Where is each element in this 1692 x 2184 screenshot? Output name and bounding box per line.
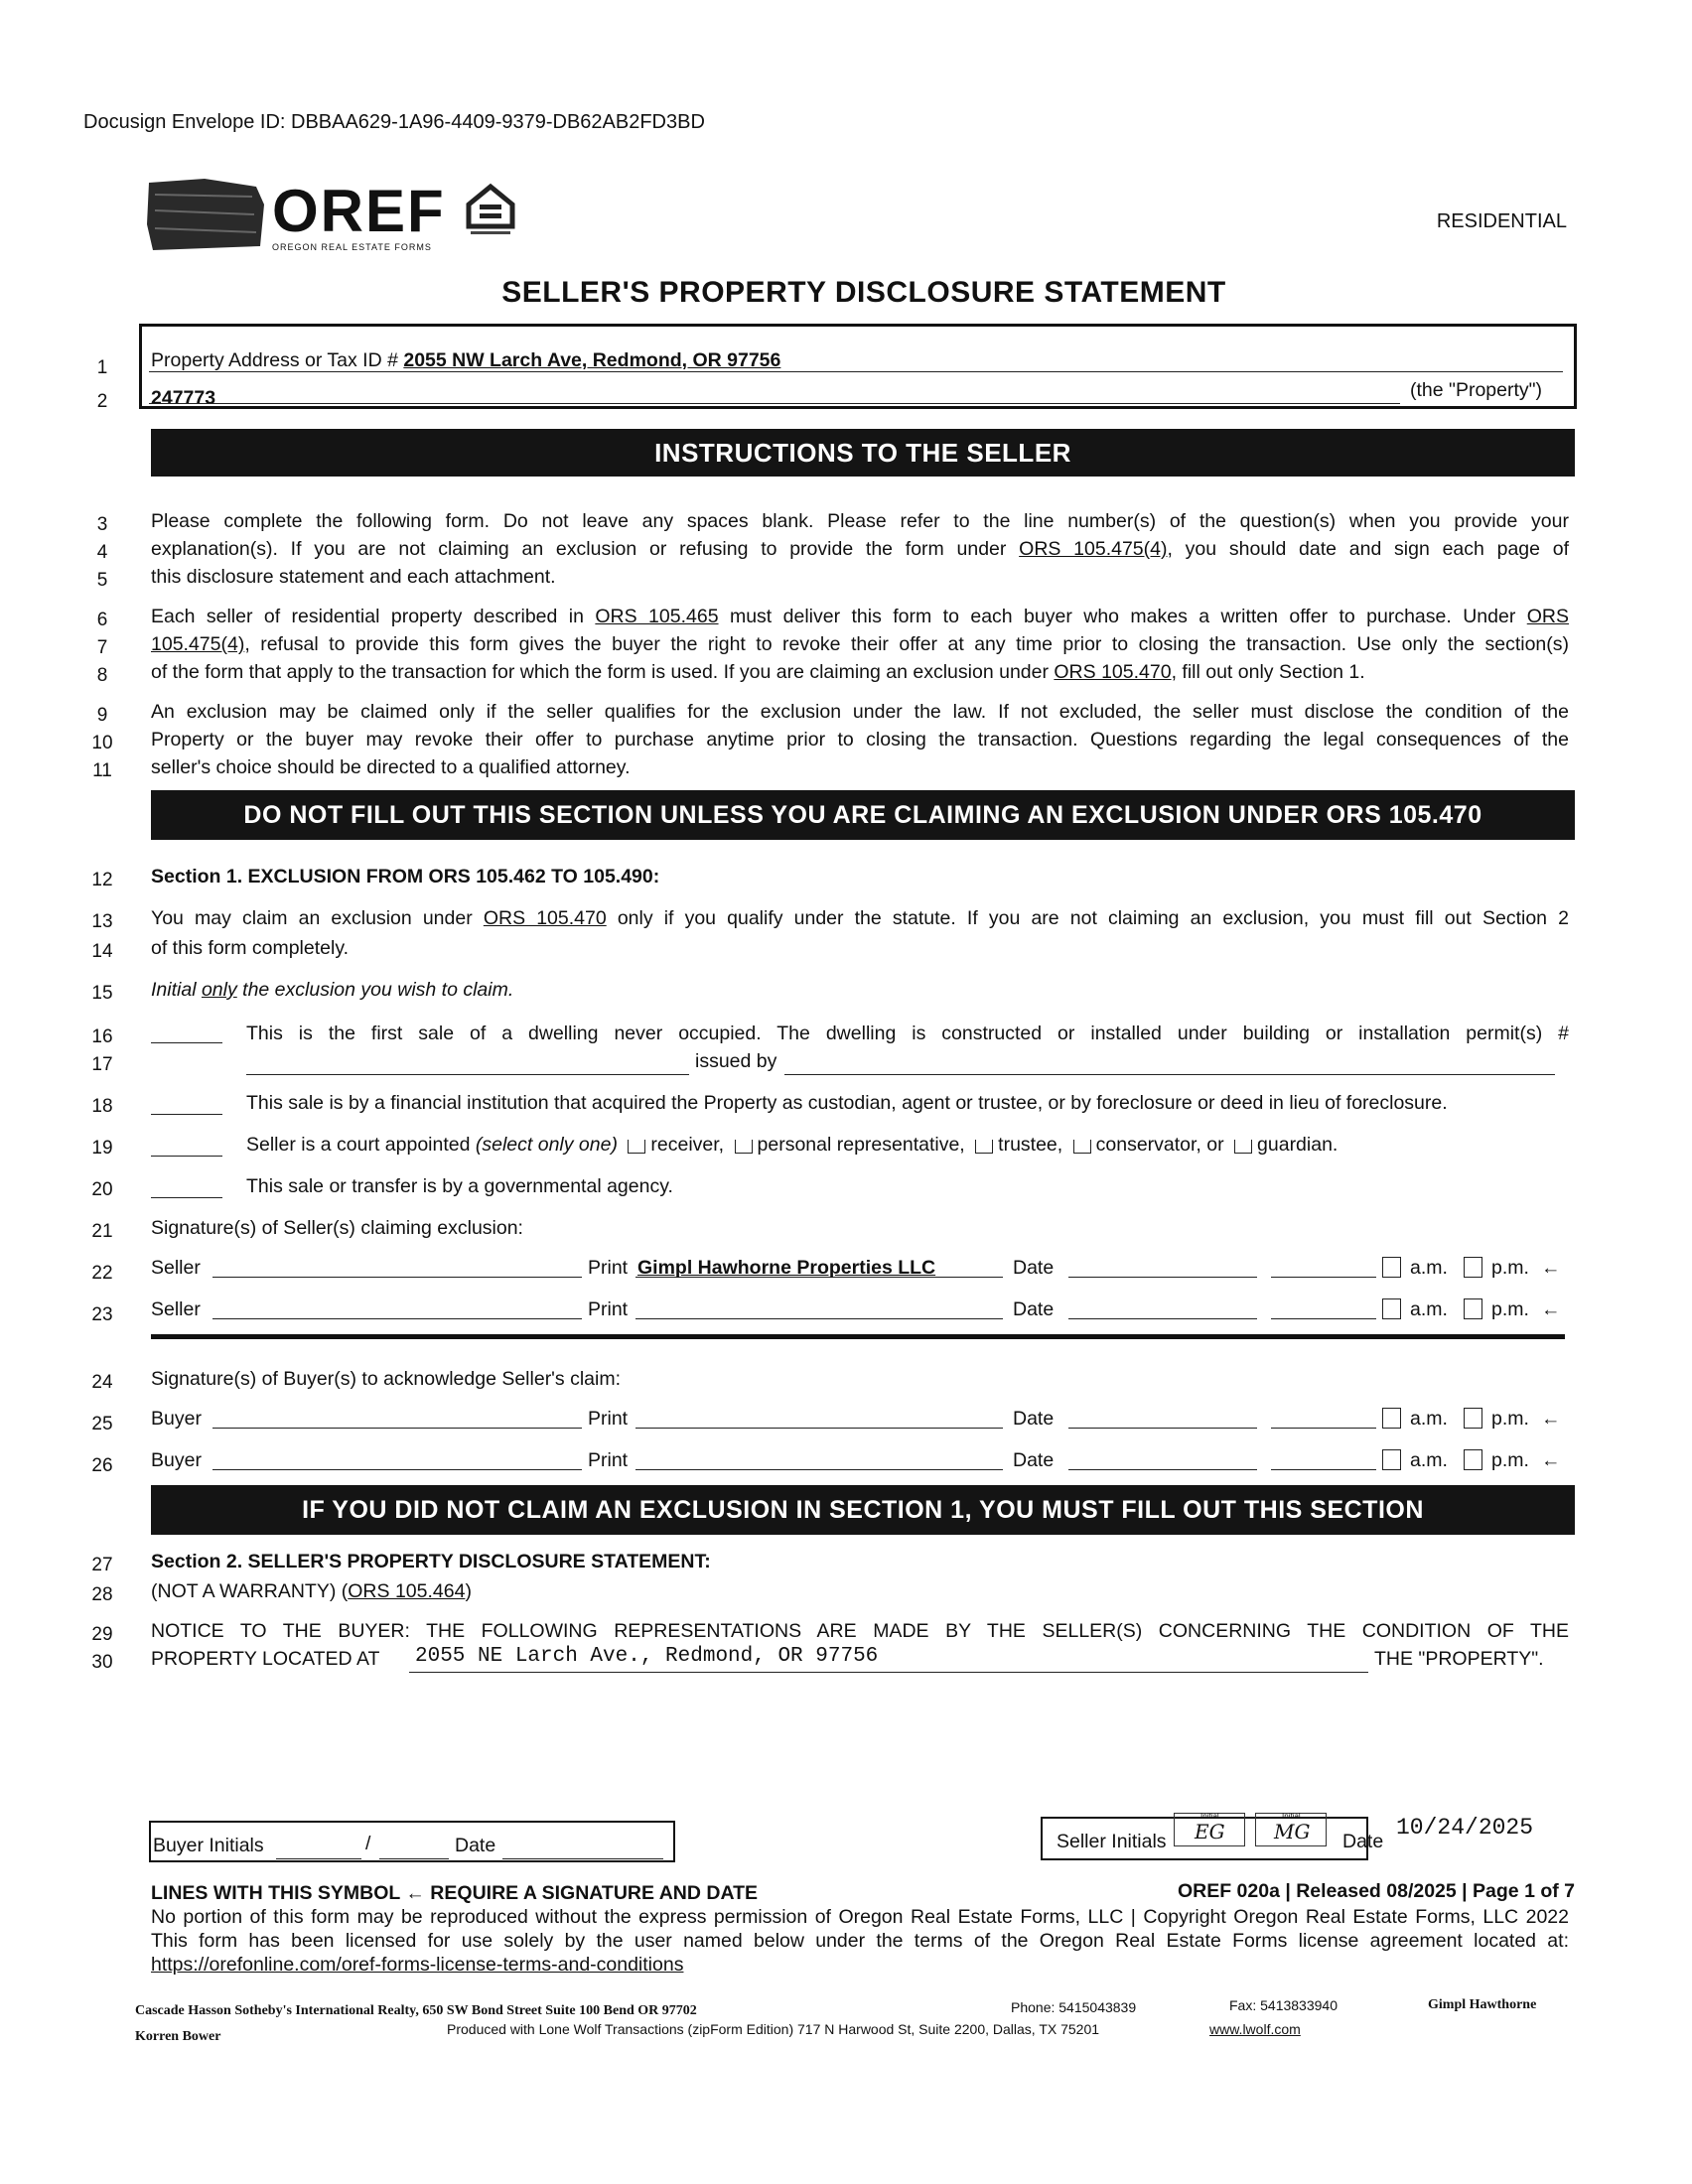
exclusion-court-appointed: Seller is a court appointed (select only one) receiver, personal representative, trustee, conservator, or guardian.	[246, 1134, 1339, 1156]
oref-logo	[145, 175, 522, 258]
section1-line: Initial only the exclusion you wish to claim.	[151, 979, 514, 1001]
ors-link[interactable]: ORS	[1526, 606, 1569, 627]
instruction-line: explanation(s). If you are not claiming an exclusion or refusing to provide the form under ORS 105.475(4), you should date and sign each page of	[151, 538, 1569, 560]
line-number: 23	[91, 1304, 113, 1325]
page-title: SELLER'S PROPERTY DISCLOSURE STATEMENT	[501, 276, 1226, 309]
line-number: 5	[96, 570, 108, 591]
line-number: 3	[96, 514, 108, 535]
seller-signature-field[interactable]	[212, 1298, 582, 1319]
section2-line: (NOT A WARRANTY) (ORS 105.464)	[151, 1580, 472, 1602]
envelope-id: Docusign Envelope ID: DBBAA629-1A96-4409-9379-DB62AB2FD3BD	[83, 111, 705, 133]
pm-checkbox[interactable]	[1464, 1408, 1482, 1429]
divider	[151, 1334, 1565, 1339]
instruction-line: 105.475(4), refusal to provide this form gives the buyer the right to revoke their offer at any time prior to closing the transaction. Use only the section(s)	[151, 633, 1569, 655]
form-type: RESIDENTIAL	[1436, 210, 1567, 232]
section1-bar: DO NOT FILL OUT THIS SECTION UNLESS YOU ARE CLAIMING AN EXCLUSION UNDER ORS 105.470	[151, 790, 1575, 840]
conservator-checkbox[interactable]	[1073, 1140, 1091, 1154]
seller-initials-date: 10/24/2025	[1396, 1815, 1534, 1841]
line-number: 16	[91, 1026, 113, 1047]
seller-print-value: Gimpl Hawhorne Properties LLC	[637, 1257, 936, 1279]
line-number: 28	[91, 1584, 113, 1605]
section1-heading: Section 1. EXCLUSION FROM ORS 105.462 TO 105.490:	[151, 866, 660, 887]
pm-checkbox[interactable]	[1464, 1257, 1482, 1278]
line-number: 21	[91, 1221, 113, 1242]
trustee-checkbox[interactable]	[975, 1140, 993, 1154]
ors-link[interactable]: ORS 105.464	[348, 1580, 466, 1602]
line-number: 24	[91, 1372, 113, 1393]
instruction-line: An exclusion may be claimed only if the seller qualifies for the exclusion under the law. If not excluded, the seller must disclose the condition of the	[151, 701, 1569, 723]
buyer-signature-field[interactable]	[212, 1408, 582, 1429]
logo-text: OREF	[272, 178, 446, 244]
exclusion-new-dwelling: This is the first sale of a dwelling never occupied. The dwelling is constructed or installed under building or installation permit(s) #	[246, 1023, 1569, 1044]
seller-time-field[interactable]	[1271, 1257, 1376, 1278]
seller-initial-2[interactable]: Initial MG	[1255, 1813, 1327, 1846]
exclusion-financial-institution: This sale is by a financial institution that acquired the Property as custodian, agent or trustee, or by foreclosure or deed in lieu of foreclosure.	[246, 1092, 1448, 1114]
instruction-line: Property or the buyer may revoke their offer to purchase anytime prior to closing the transaction. Questions regarding the legal consequences of the	[151, 729, 1569, 751]
am-checkbox[interactable]	[1382, 1408, 1401, 1429]
guardian-checkbox[interactable]	[1234, 1140, 1252, 1154]
property-located-value: 2055 NE Larch Ave., Redmond, OR 97756	[415, 1645, 879, 1668]
line-number: 10	[91, 733, 113, 753]
buyer-initials-date[interactable]	[502, 1839, 663, 1859]
seller-initials-label: Seller Initials	[1057, 1831, 1167, 1852]
property-address[interactable]: 2055 NW Larch Ave, Redmond, OR 97756	[403, 349, 781, 371]
seller-date-field[interactable]	[1068, 1298, 1257, 1319]
line-number: 25	[91, 1414, 113, 1434]
line-number: 11	[92, 760, 112, 781]
equal-housing-icon	[465, 183, 516, 238]
instruction-line: of the form that apply to the transaction for which the form is used. If you are claiming an exclusion under ORS 105.470, fill out only Section 1.	[151, 661, 1365, 683]
instruction-line: seller's choice should be directed to a qualified attorney.	[151, 756, 631, 778]
section2-notice: NOTICE TO THE BUYER: THE FOLLOWING REPRESENTATIONS ARE MADE BY THE SELLER(S) CONCERNING THE CONDITION OF THE	[151, 1620, 1569, 1642]
seller-signature-field[interactable]	[212, 1257, 582, 1278]
license-link[interactable]: https://orefonline.com/oref-forms-license-terms-and-conditions	[151, 1954, 684, 1976]
am-checkbox[interactable]	[1382, 1298, 1401, 1319]
client-name: Gimpl Hawthorne	[1428, 1997, 1537, 2012]
line-number: 18	[91, 1096, 113, 1117]
permit-number-field[interactable]	[246, 1054, 689, 1075]
seller-date-field[interactable]	[1068, 1257, 1257, 1278]
issued-by-label: issued by	[695, 1050, 777, 1072]
line-number: 9	[96, 705, 108, 726]
issued-by-field[interactable]	[784, 1054, 1555, 1075]
tax-id[interactable]: 247773	[151, 387, 216, 409]
line-number: 14	[91, 941, 113, 962]
ors-link[interactable]: ORS 105.475(4)	[1019, 538, 1168, 560]
ors-link[interactable]: ORS 105.465	[595, 606, 719, 627]
brokerage: Cascade Hasson Sotheby's International Realty, 650 SW Bond Street Suite 100 Bend OR 97702	[135, 2003, 697, 2018]
instructions-heading: INSTRUCTIONS TO THE SELLER	[151, 429, 1575, 477]
buyer-signature-row: Buyer Print Date a.m. p.m. ←	[151, 1408, 1561, 1430]
agent-name: Korren Bower	[135, 2029, 221, 2044]
line-number: 1	[96, 357, 108, 378]
section2-bar: IF YOU DID NOT CLAIM AN EXCLUSION IN SECTION 1, YOU MUST FILL OUT THIS SECTION	[151, 1485, 1575, 1535]
buyer-time-field[interactable]	[1271, 1449, 1376, 1470]
buyer-time-field[interactable]	[1271, 1408, 1376, 1429]
buyer-print-field[interactable]	[635, 1408, 1003, 1429]
ors-link[interactable]: ORS 105.470	[483, 907, 607, 929]
section2-heading: Section 2. SELLER'S PROPERTY DISCLOSURE STATEMENT:	[151, 1551, 711, 1572]
line-number: 17	[91, 1054, 113, 1075]
buyer-signature-field[interactable]	[212, 1449, 582, 1470]
line-number: 29	[91, 1624, 113, 1645]
personal-representative-checkbox[interactable]	[735, 1140, 753, 1154]
exclusion-governmental: This sale or transfer is by a governmental agency.	[246, 1175, 673, 1197]
property-suffix: (the "Property")	[1410, 379, 1543, 401]
line-number: 30	[91, 1652, 113, 1673]
buyer-signature-row: Buyer Print Date a.m. p.m. ←	[151, 1449, 1561, 1471]
seller-time-field[interactable]	[1271, 1298, 1376, 1319]
logo-subtext: OREGON REAL ESTATE FORMS	[272, 242, 432, 252]
line-number: 26	[91, 1455, 113, 1476]
pm-checkbox[interactable]	[1464, 1298, 1482, 1319]
buyer-initial-1[interactable]	[276, 1839, 361, 1859]
copyright: No portion of this form may be reproduced without the express permission of Oregon Real Estate Forms, LLC | Copyright Oregon Real Estate Forms, LLC 2022	[151, 1906, 1569, 1928]
buyer-initials-label: Buyer Initials	[153, 1835, 264, 1856]
line-number: 27	[91, 1555, 113, 1575]
instruction-line: this disclosure statement and each attachment.	[151, 566, 556, 588]
buyer-date-field[interactable]	[1068, 1449, 1257, 1470]
lwolf-link[interactable]: www.lwolf.com	[1209, 2021, 1301, 2037]
line-number: 4	[96, 542, 108, 563]
line-number: 13	[91, 911, 113, 932]
seller-initial-1[interactable]: Initial EG	[1174, 1813, 1245, 1846]
seller-date-label: Date	[1342, 1831, 1384, 1852]
address-label: Property Address or Tax ID #	[151, 349, 398, 371]
line-number: 19	[91, 1138, 113, 1159]
ors-link[interactable]: ORS 105.470	[1054, 661, 1172, 683]
line-number: 15	[91, 983, 113, 1004]
produced-with: Produced with Lone Wolf Transactions (zipForm Edition) 717 N Harwood St, Suite 2200, Dallas, TX 75201	[447, 2021, 1100, 2037]
line-number: 22	[91, 1263, 113, 1284]
line-number: 2	[96, 391, 108, 412]
buyer-print-field[interactable]	[635, 1449, 1003, 1470]
buyer-date-field[interactable]	[1068, 1408, 1257, 1429]
receiver-checkbox[interactable]	[628, 1140, 645, 1154]
line-number: 6	[96, 610, 108, 630]
buyer-signatures-label: Signature(s) of Buyer(s) to acknowledge Seller's claim:	[151, 1368, 621, 1390]
am-checkbox[interactable]	[1382, 1257, 1401, 1278]
initial-blank[interactable]	[151, 1094, 222, 1115]
pm-checkbox[interactable]	[1464, 1449, 1482, 1470]
phone: Phone: 5415043839	[1011, 1999, 1137, 2015]
line-number: 8	[96, 665, 108, 686]
seller-signatures-label: Signature(s) of Seller(s) claiming exclusion:	[151, 1217, 523, 1239]
section2-property-suffix: THE "PROPERTY".	[1374, 1648, 1544, 1670]
buyer-date-label: Date	[455, 1835, 496, 1856]
line-number: 7	[96, 637, 108, 658]
line-number: 12	[91, 870, 113, 890]
instruction-line: Please complete the following form. Do not leave any spaces blank. Please refer to the line number(s) of the question(s) when you provide your	[151, 510, 1569, 532]
section2-property-label: PROPERTY LOCATED AT	[151, 1648, 380, 1670]
seller-signature-row: Seller Print Date a.m. p.m. ←	[151, 1298, 1561, 1320]
initials-separator: /	[365, 1833, 371, 1854]
initial-blank[interactable]	[151, 1023, 222, 1043]
ors-link[interactable]: 105.475(4)	[151, 633, 245, 655]
initial-blank[interactable]	[151, 1177, 222, 1198]
line-number: 20	[91, 1179, 113, 1200]
section1-line: You may claim an exclusion under ORS 105.470 only if you qualify under the statute. If you are not claiming an exclusion, you must fill out Section 2	[151, 907, 1569, 929]
initial-blank[interactable]	[151, 1136, 222, 1157]
seller-signature-row: Seller Print Gimpl Hawhorne Properties LLC Date a.m. p.m. ←	[151, 1257, 1561, 1279]
seller-print-field[interactable]	[635, 1298, 1003, 1319]
instruction-line: Each seller of residential property described in ORS 105.465 must deliver this form to each buyer who makes a written offer to purchase. Under ORS	[151, 606, 1569, 627]
symbol-note: LINES WITH THIS SYMBOL ← REQUIRE A SIGNATURE AND DATE	[151, 1882, 759, 1904]
license-text: This form has been licensed for use solely by the user named below under the terms of the Oregon Real Estate Forms license agreement located at:	[151, 1930, 1569, 1952]
fax: Fax: 5413833940	[1229, 1997, 1338, 2013]
section1-line: of this form completely.	[151, 937, 350, 959]
form-info: OREF 020a | Released 08/2025 | Page 1 of 7	[1177, 1880, 1575, 1902]
am-checkbox[interactable]	[1382, 1449, 1401, 1470]
buyer-initial-2[interactable]	[379, 1839, 449, 1859]
